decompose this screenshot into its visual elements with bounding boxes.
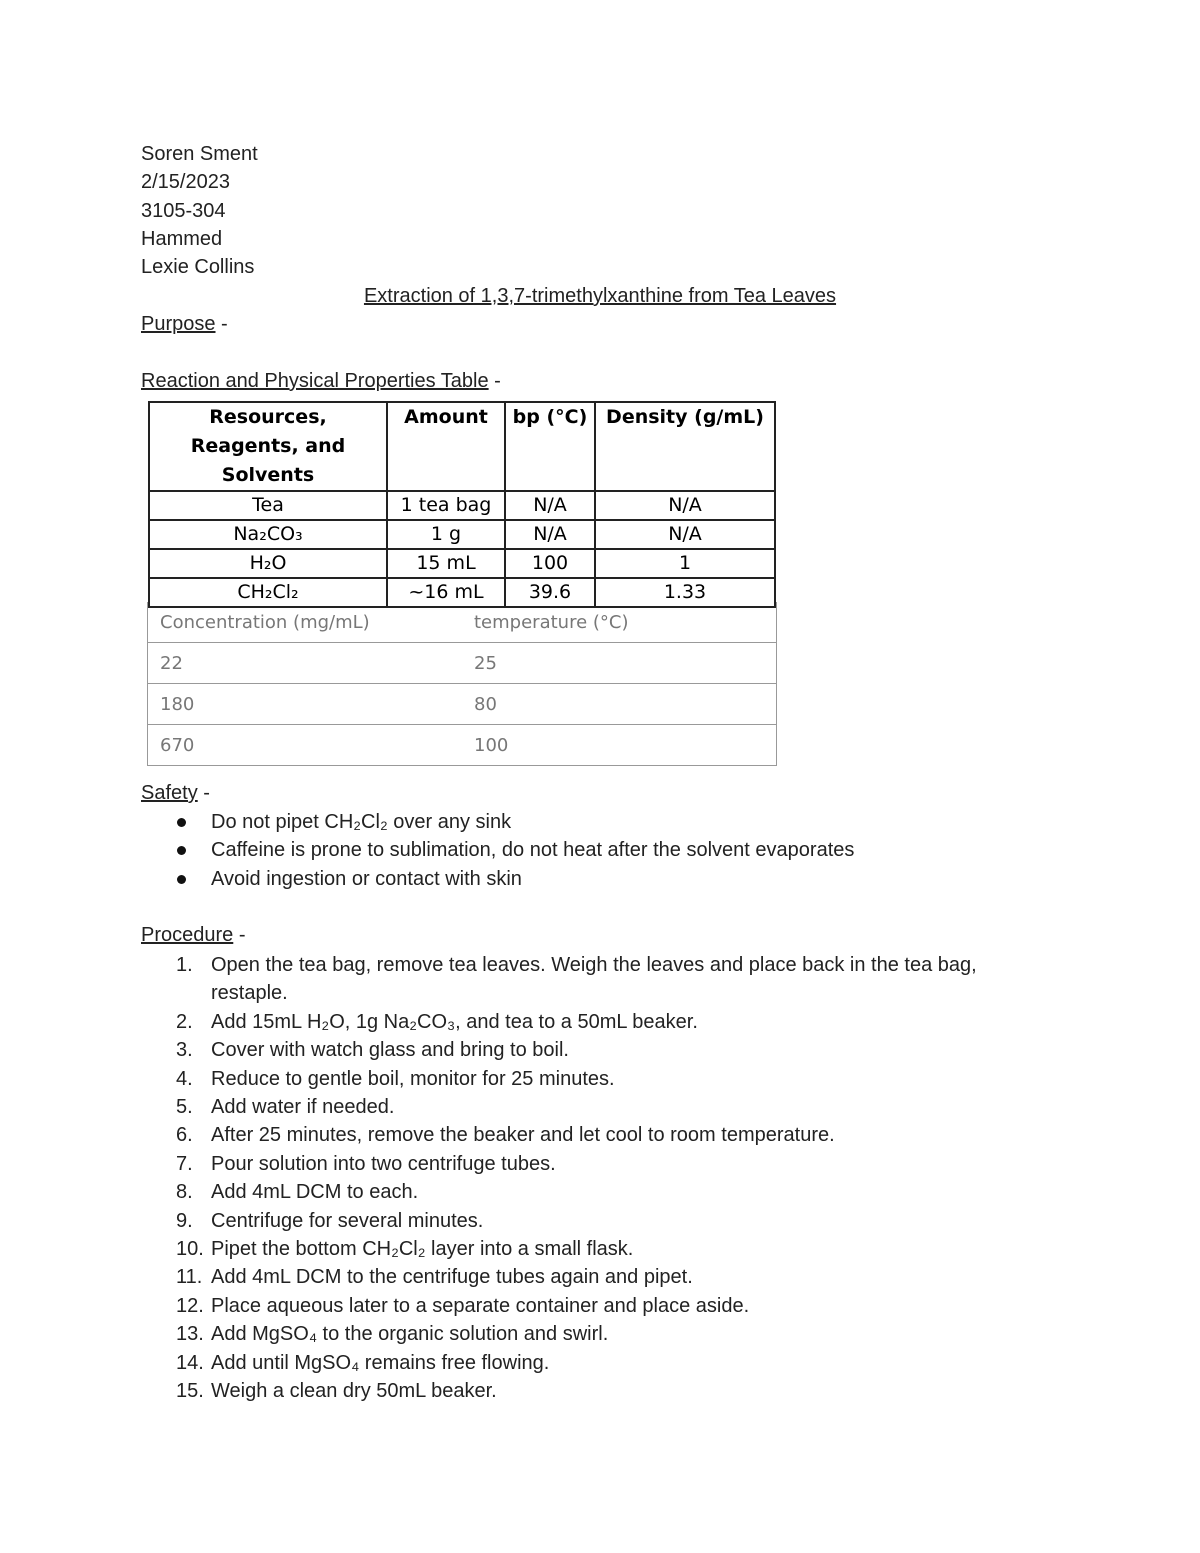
step-number: 13. — [176, 1323, 204, 1346]
step-number: 10. — [176, 1238, 204, 1261]
table-cell: 15 mL — [387, 549, 505, 578]
table-cell: CH₂Cl₂ — [149, 578, 387, 607]
step-text: Weigh a clean dry 50mL beaker. — [211, 1380, 497, 1403]
concentration-header-row — [148, 602, 777, 643]
step-number: 6. — [176, 1124, 193, 1147]
step-number: 14. — [176, 1351, 204, 1374]
table-cell: N/A — [505, 491, 595, 520]
table-heading — [141, 367, 501, 395]
safety-suffix: - — [197, 782, 210, 804]
list-item — [176, 836, 854, 864]
course-section: 3105-304 — [141, 200, 226, 222]
list-item — [176, 1235, 1056, 1263]
step-text: Add 4mL DCM to each. — [211, 1181, 419, 1204]
properties-header-row — [149, 402, 775, 491]
bullet-icon — [177, 875, 186, 884]
step-text: Add water if needed. — [211, 1096, 395, 1119]
step-text: Pour solution into two centrifuge tubes. — [211, 1152, 556, 1175]
header-cell: Amount — [387, 402, 505, 491]
list-item — [176, 1178, 1056, 1206]
table-cell: Na₂CO₃ — [149, 520, 387, 549]
table-cell: 1 tea bag — [387, 491, 505, 520]
procedure-label: Procedure — [141, 924, 234, 946]
procedure-heading — [141, 921, 246, 949]
safety-item-text: Do not pipet CH₂Cl₂ over any sink — [211, 811, 512, 833]
safety-item-text: Caffeine is prone to sublimation, do not heat after the solvent evaporates — [211, 839, 855, 862]
list-item — [176, 1150, 1056, 1178]
table-cell: 100 — [462, 725, 777, 766]
properties-table — [148, 401, 776, 608]
concentration-table — [147, 602, 777, 766]
table-cell: 1.33 — [595, 578, 775, 607]
partner-name: Lexie Collins — [141, 256, 255, 278]
table-cell: 1 — [595, 549, 775, 578]
step-number: 15. — [176, 1380, 204, 1403]
table-cell: 1 g — [387, 520, 505, 549]
table-cell: N/A — [505, 520, 595, 549]
list-item — [176, 865, 854, 893]
step-number: 9. — [176, 1209, 193, 1232]
step-number: 2. — [176, 1010, 193, 1033]
purpose-heading — [141, 310, 228, 338]
table-cell: 100 — [505, 549, 595, 578]
step-number: 3. — [176, 1039, 193, 1062]
step-text: Centrifuge for several minutes. — [211, 1209, 484, 1232]
list-item — [176, 1349, 1056, 1377]
step-text: Add until MgSO₄ remains free flowing. — [211, 1351, 550, 1374]
table-cell: 670 — [148, 725, 463, 766]
header-cell: Resources, Reagents, and Solvents — [149, 402, 387, 491]
author-name: Soren Sment — [141, 143, 258, 165]
step-number: 4. — [176, 1067, 193, 1090]
table-row — [149, 520, 775, 549]
step-text: Cover with watch glass and bring to boil. — [211, 1039, 569, 1062]
bullet-icon — [177, 818, 186, 827]
table-row — [149, 549, 775, 578]
list-item — [176, 1121, 1056, 1149]
step-number: 5. — [176, 1096, 193, 1119]
date: 2/15/2023 — [141, 171, 230, 193]
header-cell: Density (g/mL) — [595, 402, 775, 491]
list-item — [176, 1263, 1056, 1291]
list-item — [176, 951, 1056, 1008]
step-number: 7. — [176, 1152, 193, 1175]
step-number: 8. — [176, 1181, 193, 1204]
safety-heading — [141, 779, 210, 807]
header-cell: Concentration (mg/mL) — [148, 602, 463, 643]
step-text: Place aqueous later to a separate container and place aside. — [211, 1294, 750, 1317]
table-cell: N/A — [595, 520, 775, 549]
instructor: Hammed — [141, 228, 223, 250]
list-item — [176, 1292, 1056, 1320]
table-cell: 80 — [462, 684, 777, 725]
procedure-list — [176, 951, 1056, 1406]
list-item — [176, 1008, 1056, 1036]
list-item — [176, 1320, 1056, 1348]
list-item — [176, 1036, 1056, 1064]
list-item — [176, 1065, 1056, 1093]
step-text: Reduce to gentle boil, monitor for 25 minutes. — [211, 1067, 615, 1090]
table-row — [148, 725, 777, 766]
step-text: Add 15mL H₂O, 1g Na₂CO₃, and tea to a 50mL beaker. — [211, 1010, 698, 1033]
list-item — [176, 1377, 1056, 1405]
procedure-suffix: - — [233, 924, 246, 946]
table-cell: 39.6 — [505, 578, 595, 607]
header-cell: bp (°C) — [505, 402, 595, 491]
list-item — [176, 1207, 1056, 1235]
table-row — [148, 643, 777, 684]
table-cell: 180 — [148, 684, 463, 725]
table-cell: N/A — [595, 491, 775, 520]
purpose-label: Purpose — [141, 313, 216, 335]
bullet-icon — [177, 846, 186, 855]
header-cell: temperature (°C) — [462, 602, 777, 643]
step-text: Open the tea bag, remove tea leaves. Weigh the leaves and place back in the tea bag, restaple. — [211, 954, 977, 1005]
list-item — [176, 1093, 1056, 1121]
purpose-suffix: - — [215, 313, 228, 335]
table-cell: 22 — [148, 643, 463, 684]
step-text: After 25 minutes, remove the beaker and let cool to room temperature. — [211, 1124, 835, 1147]
safety-list — [176, 808, 854, 893]
step-text: Add MgSO₄ to the organic solution and swirl. — [211, 1323, 609, 1346]
step-number: 11. — [176, 1266, 203, 1289]
step-number: 1. — [176, 954, 193, 976]
document-title: Extraction of 1,3,7-trimethylxanthine from Tea Leaves — [363, 285, 837, 307]
table-row — [148, 684, 777, 725]
list-item — [176, 808, 854, 836]
step-number: 12. — [176, 1294, 204, 1317]
table-cell: H₂O — [149, 549, 387, 578]
table-cell: 25 — [462, 643, 777, 684]
table-suffix: - — [488, 370, 501, 392]
table-row — [149, 491, 775, 520]
table-cell: Tea — [149, 491, 387, 520]
table-cell: ~16 mL — [387, 578, 505, 607]
safety-label: Safety — [141, 782, 198, 804]
step-text: Pipet the bottom CH₂Cl₂ layer into a small flask. — [211, 1238, 634, 1261]
safety-item-text: Avoid ingestion or contact with skin — [211, 867, 522, 890]
table-label: Reaction and Physical Properties Table — [141, 370, 489, 392]
step-text: Add 4mL DCM to the centrifuge tubes again and pipet. — [211, 1266, 693, 1289]
